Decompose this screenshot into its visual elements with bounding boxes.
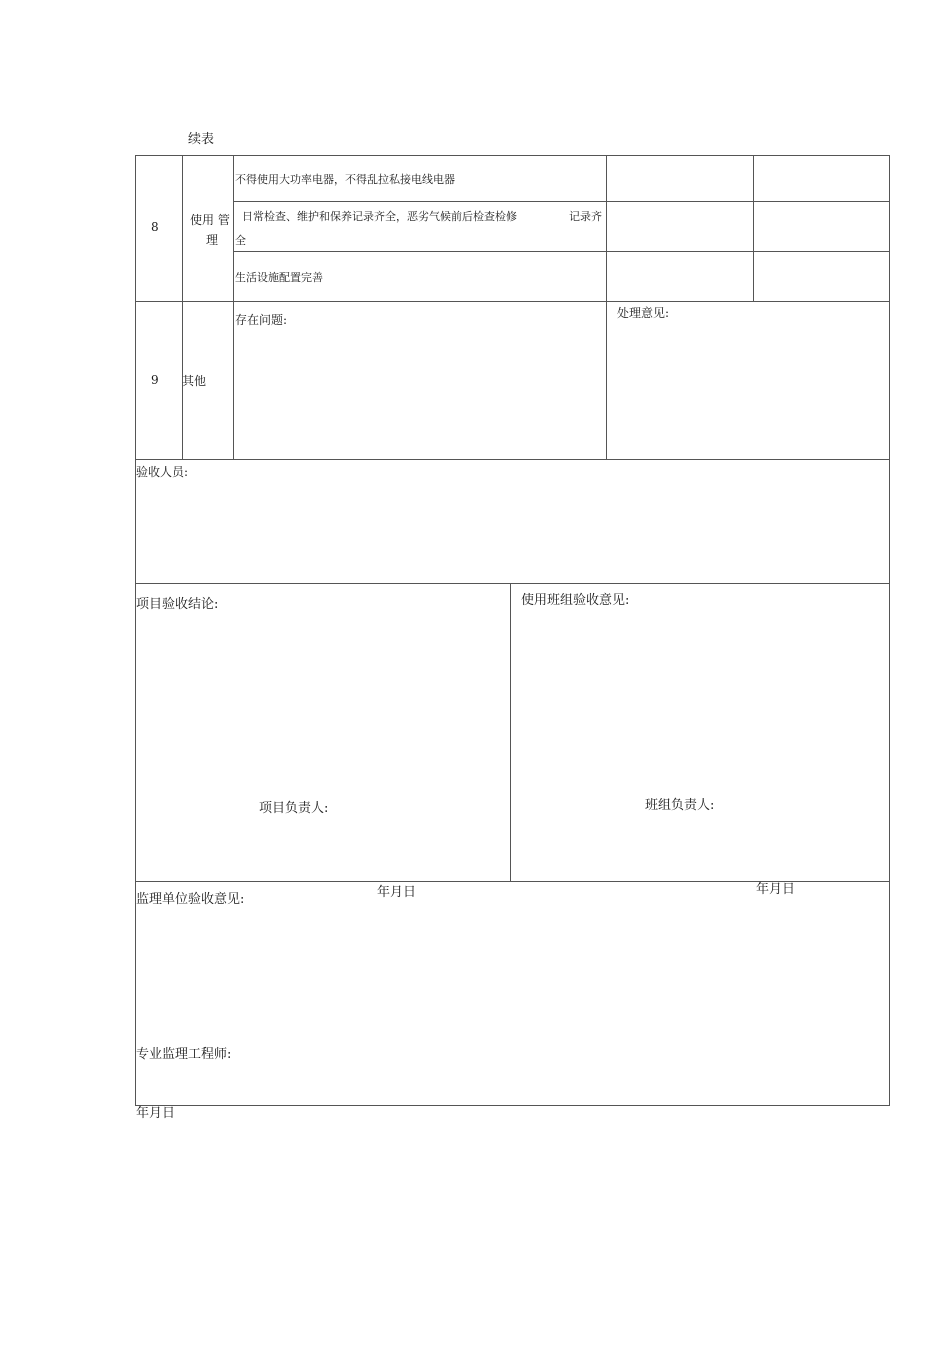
row-8-item-2-cont: 全: [235, 234, 246, 247]
row-8-item-3: 生活设施配置完善: [235, 271, 323, 284]
team-signer-label: 班组负责人:: [645, 798, 715, 813]
problems-label: 存在问题:: [235, 313, 288, 327]
row-8-category-cont: 理: [206, 233, 219, 247]
row-9-category: 其他: [182, 374, 207, 388]
project-date: 年月日: [377, 885, 417, 900]
row-8-category: 使用 管: [190, 213, 230, 227]
supervising-engineer-label: 专业监理工程师:: [136, 1047, 232, 1062]
inspectors-label: 验收人员:: [136, 465, 189, 479]
supervision-date: 年月日: [136, 1106, 176, 1121]
team-opinion-label: 使用班组验收意见:: [521, 593, 630, 608]
project-conclusion-label: 项目验收结论:: [136, 597, 219, 612]
continued-table-label: 续表: [188, 132, 215, 147]
team-date: 年月日: [756, 882, 796, 897]
row-8-number: 8: [151, 220, 159, 234]
row-8-item-2-tail: 记录齐: [569, 210, 602, 223]
row-9-number: 9: [151, 373, 159, 387]
handling-opinion-label: 处理意见:: [617, 306, 670, 320]
project-signer-label: 项目负责人:: [259, 801, 329, 816]
row-8-item-2: 日常检查、维护和保养记录齐全，恶劣气候前后检查检修: [242, 210, 517, 223]
supervision-opinion-label: 监理单位验收意见:: [136, 892, 245, 907]
row-8-item-1: 不得使用大功率电器，不得乱拉私接电线电器: [235, 173, 455, 186]
